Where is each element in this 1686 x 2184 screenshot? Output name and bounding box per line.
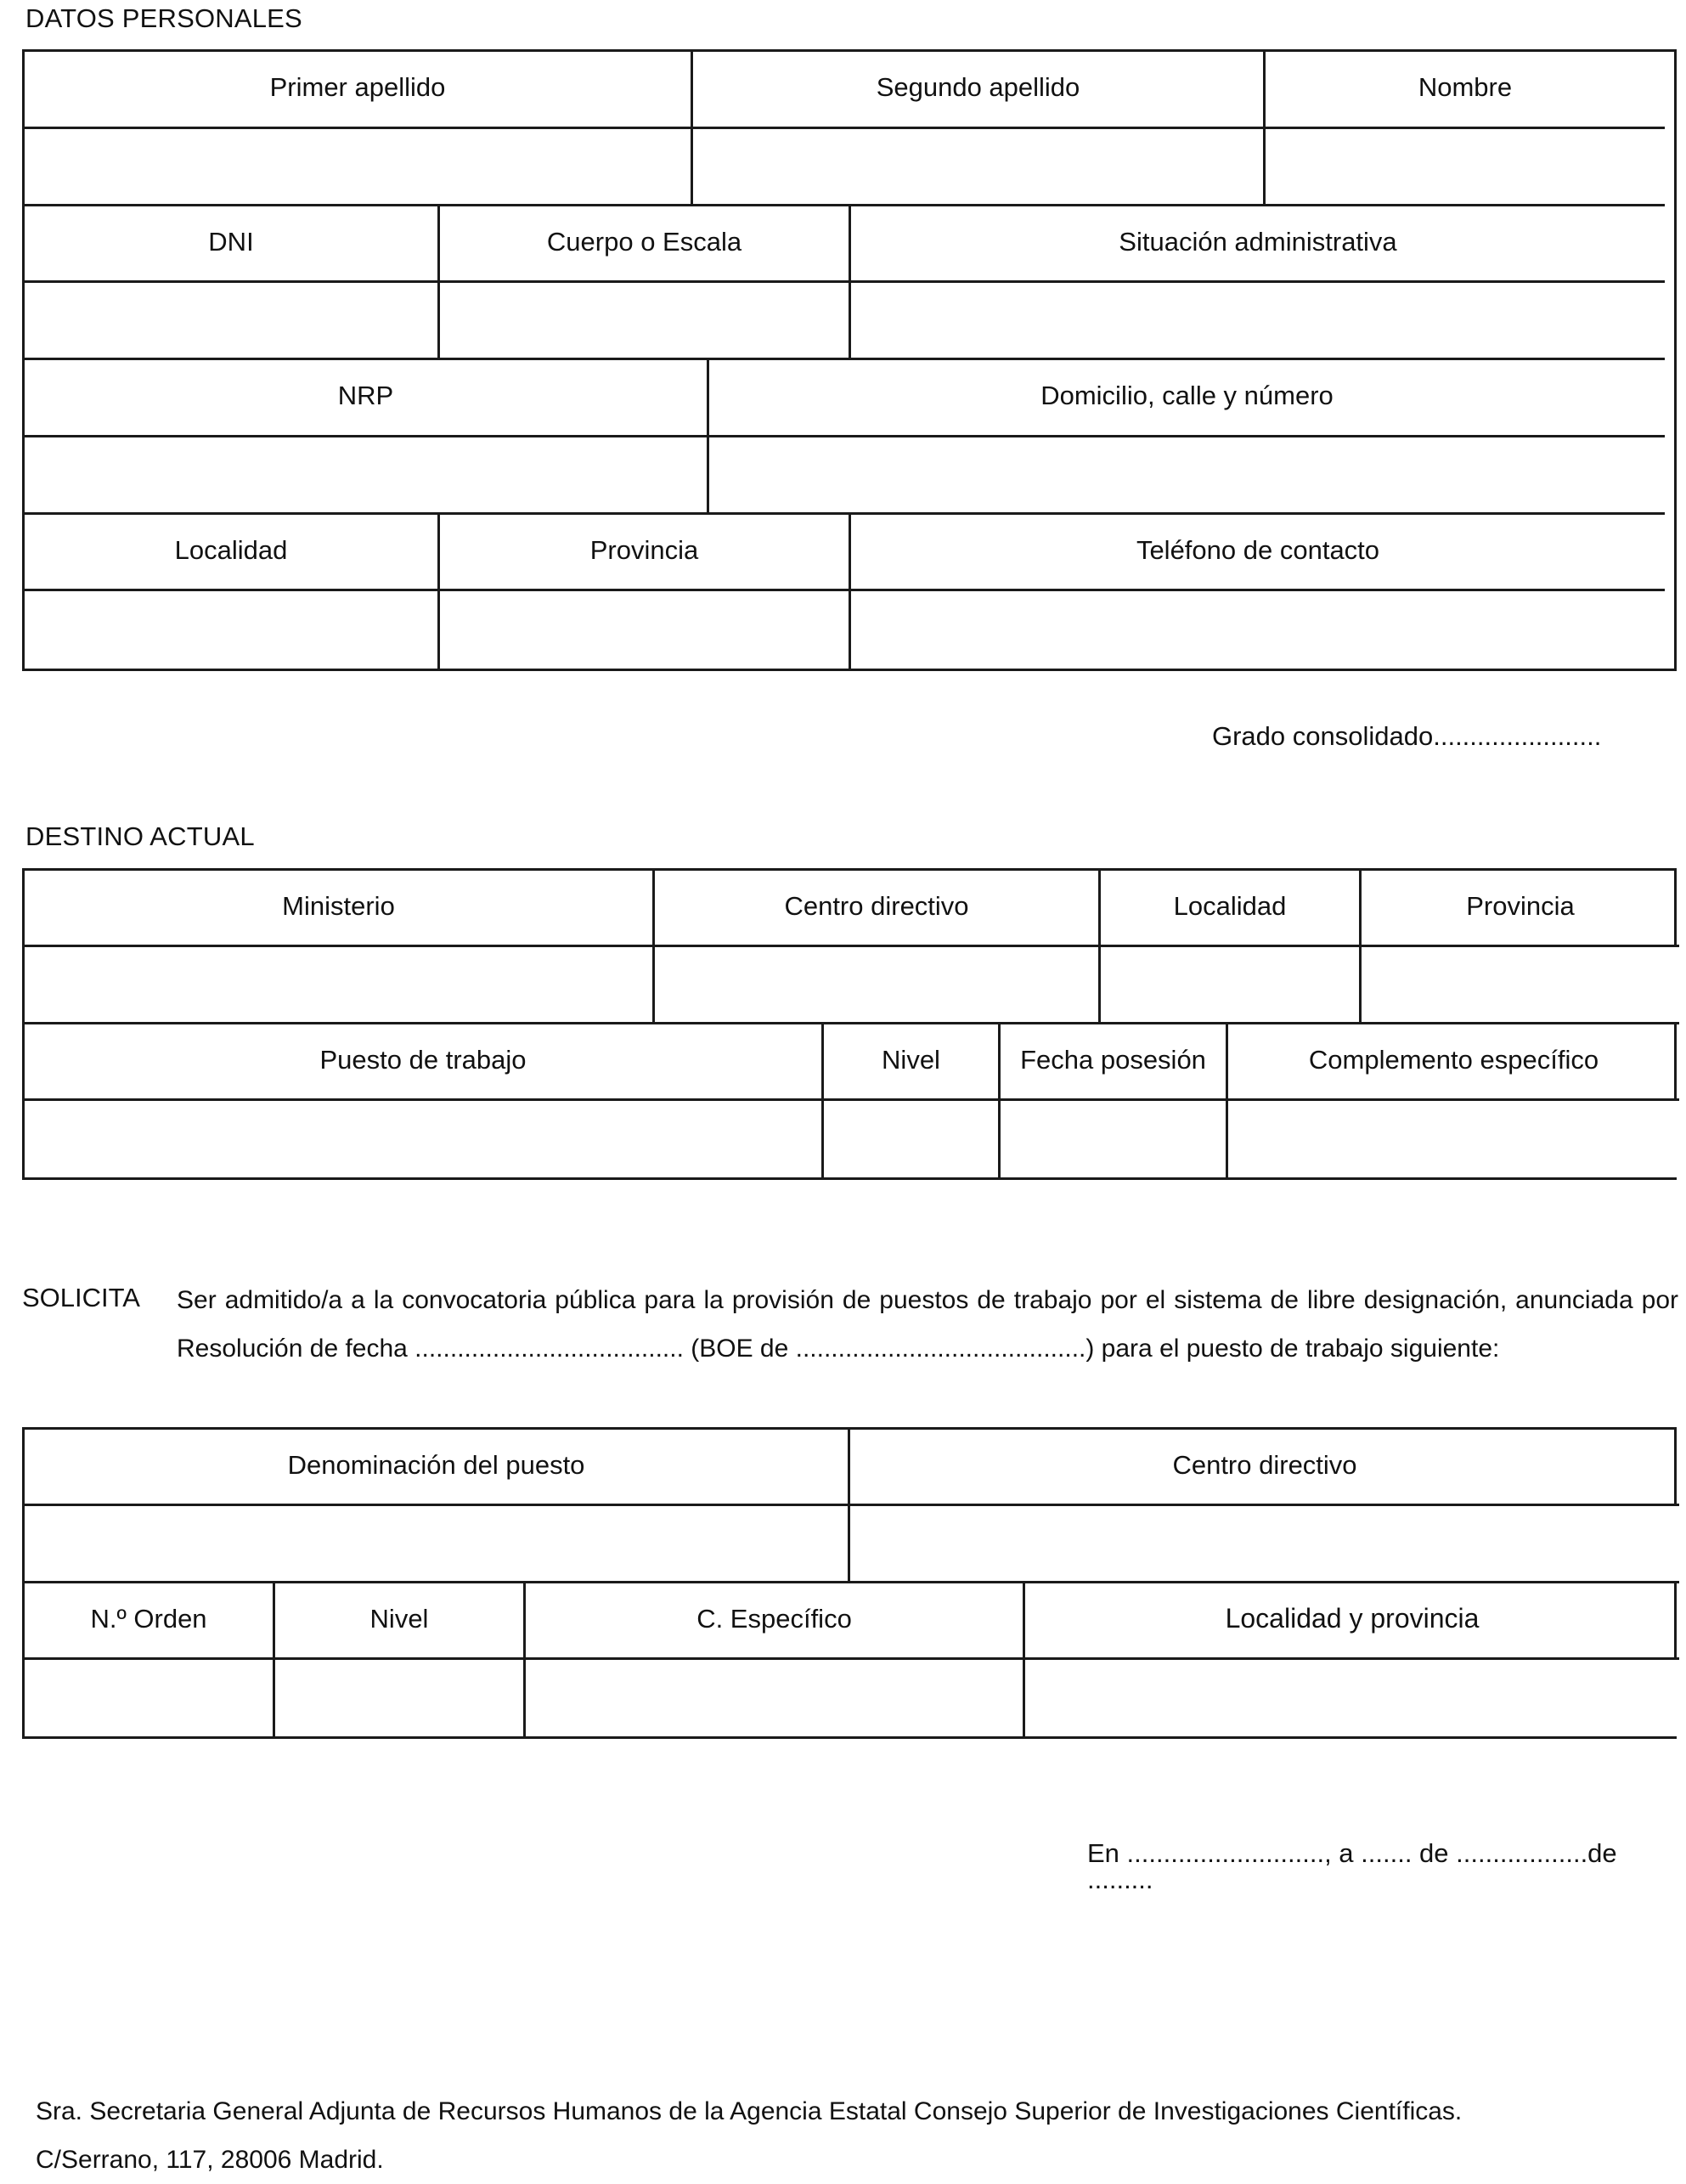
field-numero-orden[interactable] <box>25 1660 275 1736</box>
field-nivel-destino[interactable] <box>824 1101 1001 1177</box>
label-nombre: Nombre <box>1266 52 1665 129</box>
label-centro-directivo: Centro directivo <box>655 871 1101 947</box>
label-nrp: NRP <box>25 360 709 437</box>
label-puesto-trabajo: Puesto de trabajo <box>25 1024 824 1101</box>
field-puesto-trabajo[interactable] <box>25 1101 824 1177</box>
field-primer-apellido[interactable] <box>25 129 693 206</box>
grado-consolidado: Grado consolidado....................... <box>1212 721 1602 751</box>
solicita-label: SOLICITA <box>22 1283 140 1312</box>
label-primer-apellido: Primer apellido <box>25 52 693 129</box>
date-line: En ..........................., a ....... de ..................de ......... <box>1087 1838 1617 1894</box>
label-nivel-puesto: Nivel <box>275 1583 526 1660</box>
label-denominacion-puesto: Denominación del puesto <box>25 1430 850 1506</box>
field-c-especifico[interactable] <box>526 1660 1025 1736</box>
datos-personales-table <box>22 49 1677 671</box>
label-localidad: Localidad <box>25 515 440 592</box>
section-title-datos-personales: DATOS PERSONALES <box>25 3 302 33</box>
label-nivel-destino: Nivel <box>824 1024 1001 1101</box>
addressee-line-2: C/Serrano, 117, 28006 Madrid. <box>36 2146 384 2174</box>
field-cuerpo-escala[interactable] <box>440 283 851 360</box>
section-title-destino-actual: DESTINO ACTUAL <box>25 821 255 851</box>
puesto-solicitado-table <box>22 1427 1677 1739</box>
field-situacion-administrativa[interactable] <box>851 283 1665 360</box>
field-fecha-posesion[interactable] <box>1001 1101 1228 1177</box>
destino-actual-table <box>22 868 1677 1180</box>
label-dni: DNI <box>25 206 440 284</box>
field-centro-directivo-puesto[interactable] <box>850 1506 1679 1583</box>
field-dni[interactable] <box>25 283 440 360</box>
field-provincia[interactable] <box>440 591 851 669</box>
field-localidad-provincia[interactable] <box>1025 1660 1679 1736</box>
label-fecha-posesion: Fecha posesión <box>1001 1024 1228 1101</box>
label-telefono-contacto: Teléfono de contacto <box>851 515 1665 592</box>
label-localidad-destino: Localidad <box>1101 871 1362 947</box>
field-complemento-especifico[interactable] <box>1228 1101 1679 1177</box>
solicita-text: Ser admitido/a a la convocatoria pública para la provisión de puestos de trabajo por el sistema de libre designación, anunciada por Resolución de fecha ...................................... (BOE de .........................................) para el puesto de trabajo siguiente: <box>177 1286 1678 1363</box>
label-cuerpo-escala: Cuerpo o Escala <box>440 206 851 284</box>
label-provincia-destino: Provincia <box>1362 871 1679 947</box>
field-centro-directivo[interactable] <box>655 947 1101 1024</box>
field-denominacion-puesto[interactable] <box>25 1506 850 1583</box>
field-nombre[interactable] <box>1266 129 1665 206</box>
field-ministerio[interactable] <box>25 947 655 1024</box>
field-segundo-apellido[interactable] <box>693 129 1266 206</box>
label-centro-directivo-puesto: Centro directivo <box>850 1430 1679 1506</box>
label-segundo-apellido: Segundo apellido <box>693 52 1266 129</box>
label-numero-orden: N.º Orden <box>25 1583 275 1660</box>
field-nivel-puesto[interactable] <box>275 1660 526 1736</box>
label-c-especifico: C. Específico <box>526 1583 1025 1660</box>
field-localidad-destino[interactable] <box>1101 947 1362 1024</box>
label-situacion-administrativa: Situación administrativa <box>851 206 1665 284</box>
label-complemento-especifico: Complemento específico <box>1228 1024 1679 1101</box>
label-domicilio: Domicilio, calle y número <box>709 360 1665 437</box>
addressee-line-1: Sra. Secretaria General Adjunta de Recursos Humanos de la Agencia Estatal Consejo Superior de Investigaciones Científicas. <box>36 2097 1463 2125</box>
field-telefono-contacto[interactable] <box>851 591 1665 669</box>
field-nrp[interactable] <box>25 437 709 515</box>
field-domicilio[interactable] <box>709 437 1665 515</box>
label-localidad-provincia: Localidad y provincia <box>1025 1583 1679 1660</box>
field-provincia-destino[interactable] <box>1362 947 1679 1024</box>
label-ministerio: Ministerio <box>25 871 655 947</box>
field-localidad[interactable] <box>25 591 440 669</box>
label-provincia: Provincia <box>440 515 851 592</box>
